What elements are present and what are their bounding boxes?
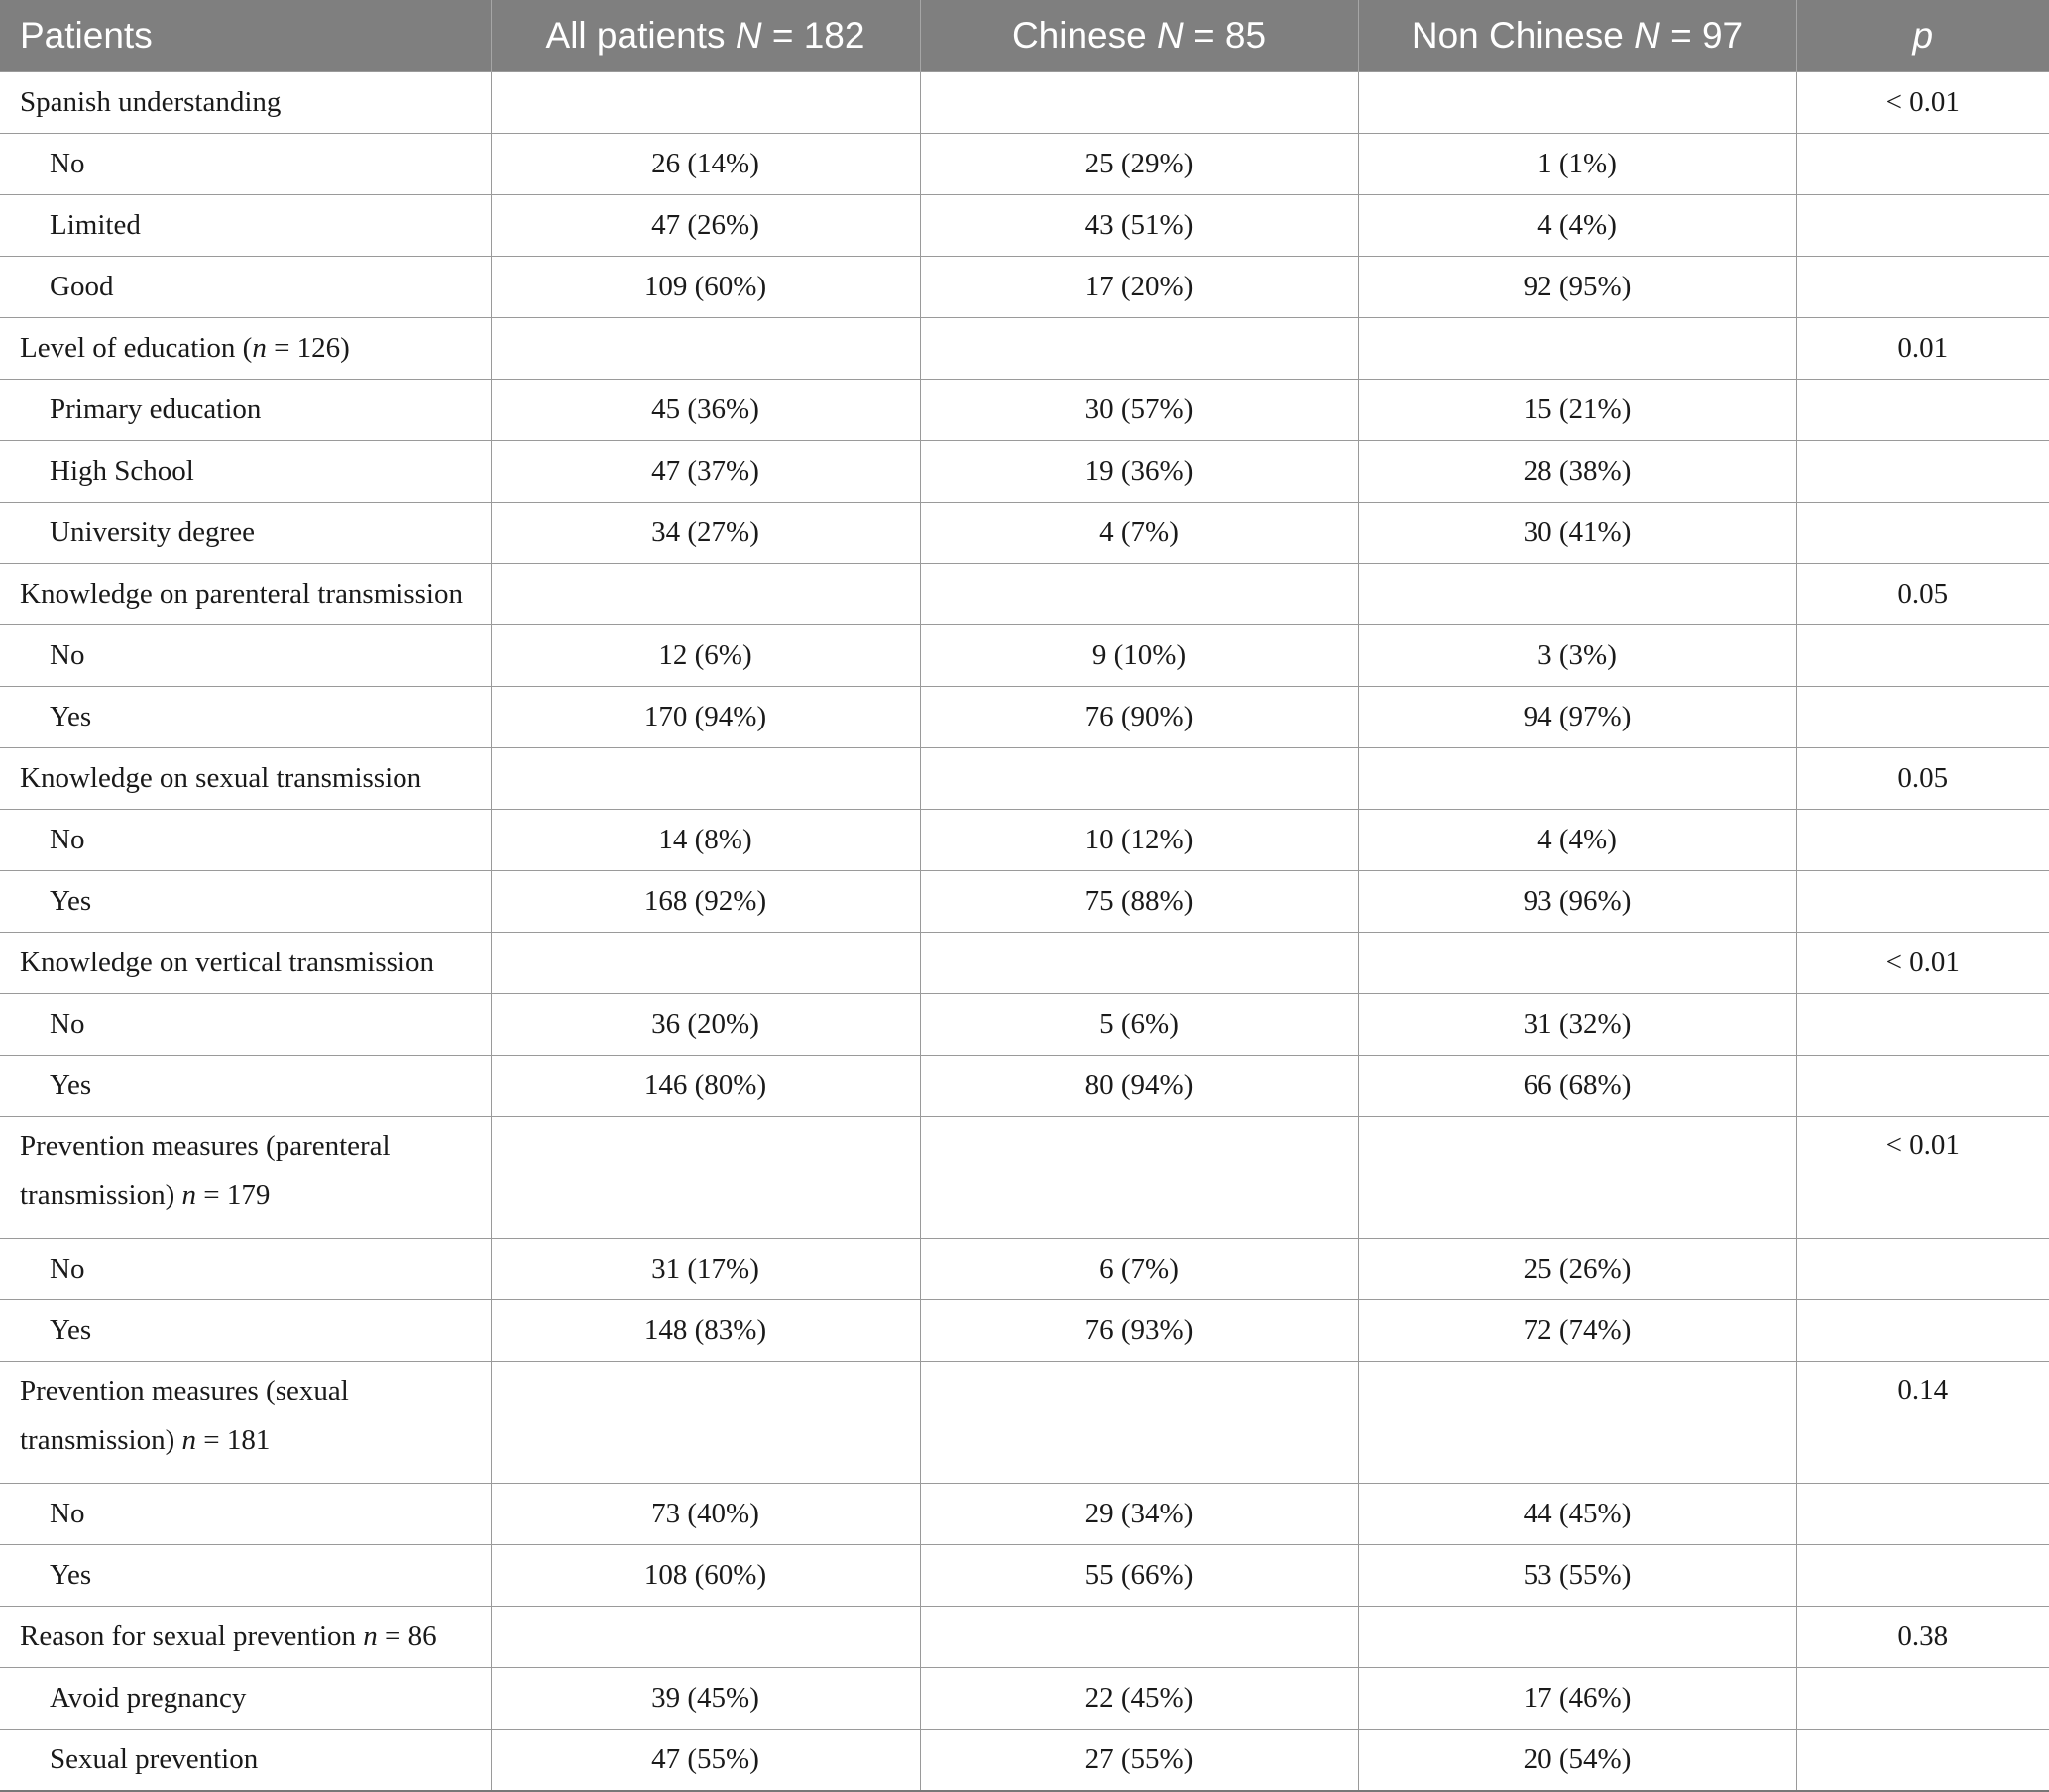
cell-chinese: 9 (10%) — [920, 625, 1358, 687]
section-row — [0, 1362, 2049, 1484]
cell-p — [1796, 1484, 2049, 1545]
cell-chinese — [920, 748, 1358, 810]
cell-chinese: 75 (88%) — [920, 871, 1358, 933]
cell-all: 12 (6%) — [491, 625, 920, 687]
cell-p: < 0.01 — [1796, 933, 2049, 994]
cell-non-chinese: 25 (26%) — [1358, 1239, 1796, 1300]
cell-p — [1796, 994, 2049, 1056]
cell-all: 109 (60%) — [491, 257, 920, 318]
table-row — [0, 994, 2049, 1056]
cell-non-chinese — [1358, 318, 1796, 380]
cell-chinese: 6 (7%) — [920, 1239, 1358, 1300]
table-row — [0, 380, 2049, 441]
table-row — [0, 1300, 2049, 1362]
table-row — [0, 687, 2049, 748]
cell-all: 31 (17%) — [491, 1239, 920, 1300]
table-row — [0, 871, 2049, 933]
cell-chinese — [920, 933, 1358, 994]
cell-chinese: 27 (55%) — [920, 1730, 1358, 1792]
cell-p — [1796, 1239, 2049, 1300]
cell-all — [491, 748, 920, 810]
section-label: Reason for sexual prevention n = 86 — [0, 1607, 491, 1668]
row-label: Yes — [0, 1300, 491, 1362]
header-row — [0, 0, 2049, 72]
cell-chinese — [920, 1362, 1358, 1484]
table-row — [0, 257, 2049, 318]
table-row — [0, 503, 2049, 564]
row-label: Yes — [0, 1545, 491, 1607]
cell-all: 39 (45%) — [491, 1668, 920, 1730]
table-row — [0, 134, 2049, 195]
cell-all — [491, 72, 920, 134]
header-non-chinese: Non Chinese N = 97 — [1358, 0, 1796, 72]
cell-chinese: 17 (20%) — [920, 257, 1358, 318]
cell-p — [1796, 195, 2049, 257]
cell-chinese — [920, 1117, 1358, 1239]
cell-chinese — [920, 564, 1358, 625]
row-label: High School — [0, 441, 491, 503]
row-label: Avoid pregnancy — [0, 1668, 491, 1730]
cell-p — [1796, 1300, 2049, 1362]
cell-non-chinese: 15 (21%) — [1358, 380, 1796, 441]
cell-non-chinese — [1358, 1362, 1796, 1484]
cell-p — [1796, 687, 2049, 748]
cell-non-chinese: 1 (1%) — [1358, 134, 1796, 195]
cell-chinese: 22 (45%) — [920, 1668, 1358, 1730]
section-label: Knowledge on sexual transmission — [0, 748, 491, 810]
cell-p — [1796, 810, 2049, 871]
table-row — [0, 1730, 2049, 1792]
cell-non-chinese: 4 (4%) — [1358, 195, 1796, 257]
cell-chinese: 5 (6%) — [920, 994, 1358, 1056]
cell-non-chinese — [1358, 564, 1796, 625]
section-label: Prevention measures (sexual transmission) n = 181 — [0, 1362, 491, 1484]
section-row — [0, 564, 2049, 625]
cell-all: 108 (60%) — [491, 1545, 920, 1607]
row-label: No — [0, 1239, 491, 1300]
row-label: Yes — [0, 687, 491, 748]
cell-chinese: 29 (34%) — [920, 1484, 1358, 1545]
cell-non-chinese — [1358, 1117, 1796, 1239]
table-row — [0, 1545, 2049, 1607]
cell-p: 0.05 — [1796, 748, 2049, 810]
cell-p — [1796, 871, 2049, 933]
cell-chinese: 76 (93%) — [920, 1300, 1358, 1362]
cell-non-chinese — [1358, 748, 1796, 810]
cell-all: 148 (83%) — [491, 1300, 920, 1362]
row-label: Limited — [0, 195, 491, 257]
cell-chinese — [920, 72, 1358, 134]
cell-chinese: 4 (7%) — [920, 503, 1358, 564]
cell-non-chinese — [1358, 1607, 1796, 1668]
row-label: Yes — [0, 871, 491, 933]
row-label: University degree — [0, 503, 491, 564]
cell-p — [1796, 503, 2049, 564]
cell-non-chinese: 44 (45%) — [1358, 1484, 1796, 1545]
cell-chinese: 55 (66%) — [920, 1545, 1358, 1607]
cell-all: 36 (20%) — [491, 994, 920, 1056]
cell-p: 0.01 — [1796, 318, 2049, 380]
section-label: Spanish understanding — [0, 72, 491, 134]
cell-p — [1796, 441, 2049, 503]
cell-non-chinese: 3 (3%) — [1358, 625, 1796, 687]
cell-non-chinese: 92 (95%) — [1358, 257, 1796, 318]
cell-all: 47 (37%) — [491, 441, 920, 503]
section-row — [0, 72, 2049, 134]
header-chinese: Chinese N = 85 — [920, 0, 1358, 72]
row-label: No — [0, 994, 491, 1056]
cell-non-chinese: 94 (97%) — [1358, 687, 1796, 748]
cell-chinese: 25 (29%) — [920, 134, 1358, 195]
section-row — [0, 748, 2049, 810]
cell-all: 47 (26%) — [491, 195, 920, 257]
cell-all — [491, 1362, 920, 1484]
section-row — [0, 1607, 2049, 1668]
cell-p: < 0.01 — [1796, 72, 2049, 134]
row-label: No — [0, 810, 491, 871]
row-label: No — [0, 625, 491, 687]
cell-non-chinese: 66 (68%) — [1358, 1056, 1796, 1117]
cell-non-chinese — [1358, 72, 1796, 134]
cell-non-chinese: 28 (38%) — [1358, 441, 1796, 503]
section-label: Level of education (n = 126) — [0, 318, 491, 380]
cell-all: 34 (27%) — [491, 503, 920, 564]
header-patients: Patients — [0, 0, 491, 72]
cell-chinese: 76 (90%) — [920, 687, 1358, 748]
table-row — [0, 1668, 2049, 1730]
cell-p — [1796, 1730, 2049, 1792]
cell-non-chinese: 93 (96%) — [1358, 871, 1796, 933]
section-row — [0, 933, 2049, 994]
cell-chinese: 30 (57%) — [920, 380, 1358, 441]
cell-p — [1796, 1056, 2049, 1117]
cell-non-chinese: 72 (74%) — [1358, 1300, 1796, 1362]
cell-p: 0.05 — [1796, 564, 2049, 625]
cell-p — [1796, 1545, 2049, 1607]
table-row — [0, 1056, 2049, 1117]
row-label: Yes — [0, 1056, 491, 1117]
cell-all: 146 (80%) — [491, 1056, 920, 1117]
row-label: Primary education — [0, 380, 491, 441]
header-p: p — [1796, 0, 2049, 72]
section-label: Prevention measures (parenteral transmission) n = 179 — [0, 1117, 491, 1239]
section-label: Knowledge on vertical transmission — [0, 933, 491, 994]
table-row — [0, 810, 2049, 871]
table-row — [0, 195, 2049, 257]
row-label: No — [0, 134, 491, 195]
cell-all — [491, 318, 920, 380]
cell-all — [491, 933, 920, 994]
cell-all: 168 (92%) — [491, 871, 920, 933]
cell-non-chinese: 53 (55%) — [1358, 1545, 1796, 1607]
cell-non-chinese — [1358, 933, 1796, 994]
row-label: Sexual prevention — [0, 1730, 491, 1792]
cell-p — [1796, 625, 2049, 687]
cell-chinese: 10 (12%) — [920, 810, 1358, 871]
table-row — [0, 441, 2049, 503]
cell-all — [491, 1607, 920, 1668]
table-row — [0, 1239, 2049, 1300]
section-row — [0, 1117, 2049, 1239]
cell-all: 170 (94%) — [491, 687, 920, 748]
table-row — [0, 1484, 2049, 1545]
cell-p — [1796, 134, 2049, 195]
cell-p — [1796, 380, 2049, 441]
cell-p: 0.38 — [1796, 1607, 2049, 1668]
cell-non-chinese: 30 (41%) — [1358, 503, 1796, 564]
row-label: Good — [0, 257, 491, 318]
cell-all: 45 (36%) — [491, 380, 920, 441]
row-label: No — [0, 1484, 491, 1545]
cell-all — [491, 564, 920, 625]
section-label: Knowledge on parenteral transmission — [0, 564, 491, 625]
cell-all — [491, 1117, 920, 1239]
cell-chinese: 43 (51%) — [920, 195, 1358, 257]
cell-all: 26 (14%) — [491, 134, 920, 195]
cell-p: 0.14 — [1796, 1362, 2049, 1484]
table-row — [0, 625, 2049, 687]
cell-p — [1796, 257, 2049, 318]
cell-all: 73 (40%) — [491, 1484, 920, 1545]
cell-non-chinese: 4 (4%) — [1358, 810, 1796, 871]
cell-all: 14 (8%) — [491, 810, 920, 871]
cell-chinese: 19 (36%) — [920, 441, 1358, 503]
cell-all: 47 (55%) — [491, 1730, 920, 1792]
cell-chinese: 80 (94%) — [920, 1056, 1358, 1117]
cell-non-chinese: 20 (54%) — [1358, 1730, 1796, 1792]
header-all-patients: All patients N = 182 — [491, 0, 920, 72]
cell-p — [1796, 1668, 2049, 1730]
cell-non-chinese: 31 (32%) — [1358, 994, 1796, 1056]
cell-chinese — [920, 1607, 1358, 1668]
section-row — [0, 318, 2049, 380]
cell-non-chinese: 17 (46%) — [1358, 1668, 1796, 1730]
cell-p: < 0.01 — [1796, 1117, 2049, 1239]
cell-chinese — [920, 318, 1358, 380]
